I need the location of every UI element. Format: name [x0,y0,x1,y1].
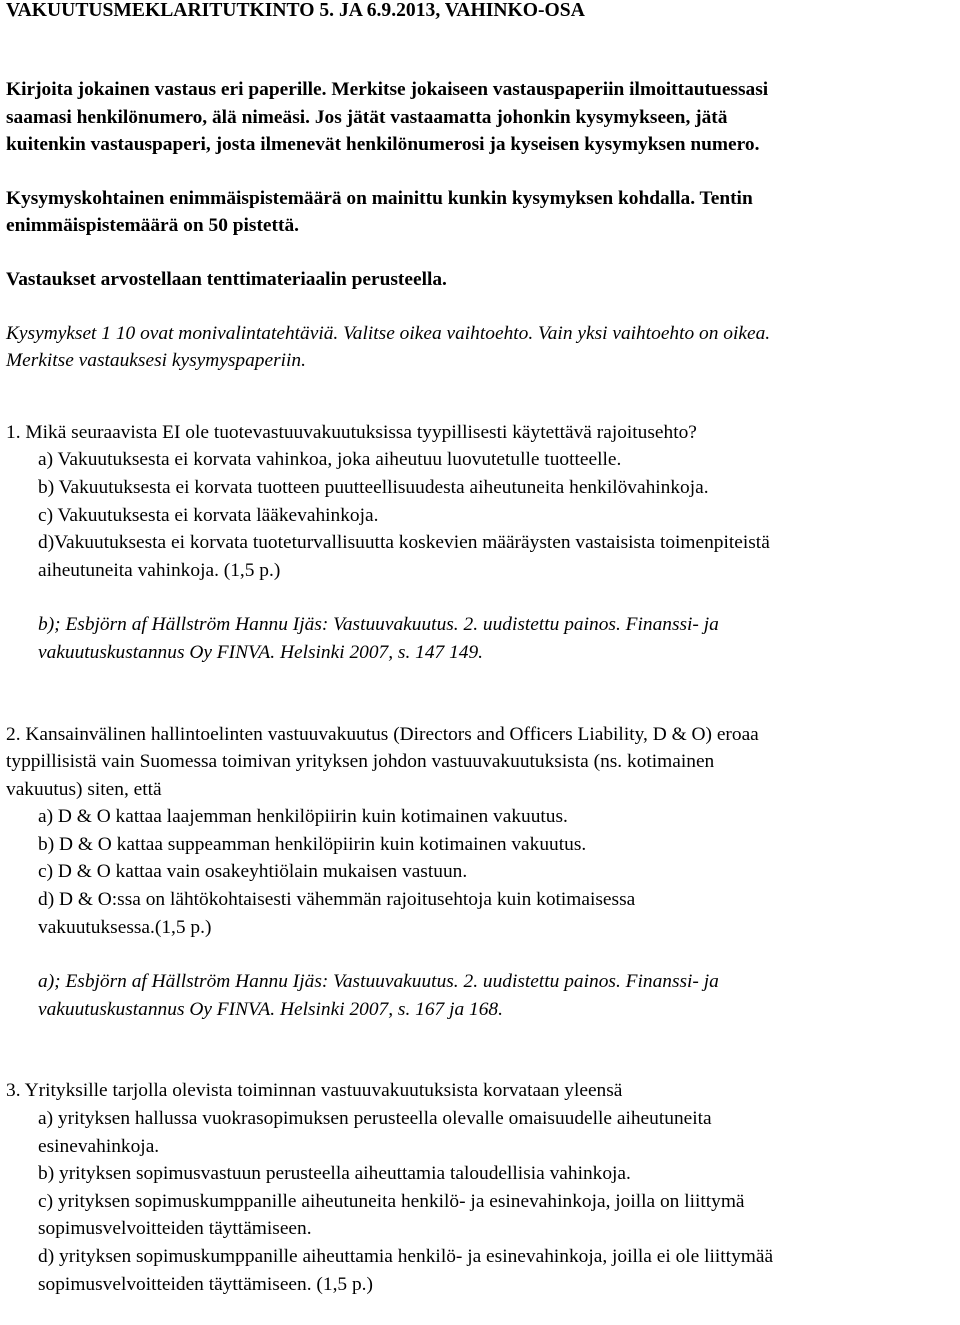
answer-option: aiheutuneita vahinkoja. (1,5 p.) [38,559,281,581]
instruction-line: Kysymykset 1 10 ovat monivalintatehtäviä. Valitse oikea vaihtoehto. Vain yksi vaihtoehto on oikea. [6,322,771,344]
question-text: 1. Mikä seuraavista EI ole tuotevastuuvakuutuksissa tyypillisesti käytettävä rajoitusehto? [6,421,697,443]
instruction-line: Kirjoita jokainen vastaus eri paperille. Merkitse jokaiseen vastauspaperiin ilmoittautuessasi [6,79,769,100]
answer-option: esinevahinkoja. [38,1135,160,1157]
answer-option: d)Vakuutuksesta ei korvata tuoteturvallisuutta koskevien määräysten vastaisista toimenpiteistä [38,532,770,554]
answer-reference: vakuutuskustannus Oy FINVA. Helsinki 2007, s. 167 ja 168. [38,998,503,1020]
question-1 [6,419,958,667]
instruction-line: kuitenkin vastauspaperi, josta ilmenevät henkilönumerosi ja kyseisen kysymyksen numero. [6,134,760,156]
answer-option: b) yrityksen sopimusvastuun perusteella aiheuttamia taloudellisia vahinkoja. [38,1163,631,1185]
instructions-block [6,76,958,375]
answer-option: a) yrityksen hallussa vuokrasopimuksen perusteella olevalle omaisuudelle aiheutuneita [38,1108,712,1130]
answer-option: a) D & O kattaa laajemman henkilöpiirin kuin kotimainen vakuutus. [38,806,568,828]
answer-option: d) yrityksen sopimuskumppanille aiheuttamia henkilö- ja esinevahinkoja, joilla ei ole liittymää [38,1246,774,1267]
question-2 [6,721,958,1024]
question-text: 3. Yrityksille tarjolla olevista toiminnan vastuuvakuutuksista korvataan yleensä [6,1080,623,1102]
instruction-line: enimmäispistemäärä on 50 pistettä. [6,215,299,237]
exam-document [6,0,958,1298]
question-3 [6,1077,958,1298]
question-text: vakuutus) siten, että [6,778,162,800]
answer-reference: a); Esbjörn af Hällström Hannu Ijäs: Vastuuvakuutus. 2. uudistettu painos. Finanssi- ja [38,971,719,993]
answer-option: c) D & O kattaa vain osakeyhtiölain mukaisen vastuun. [38,861,468,883]
instruction-line: saamasi henkilönumero, älä nimeäsi. Jos jätät vastaamatta johonkin kysymykseen, jätä [6,106,728,128]
answer-option: a) Vakuutuksesta ei korvata vahinkoa, joka aiheutuu luovutetulle tuotteelle. [38,449,622,471]
answer-option: b) D & O kattaa suppeamman henkilöpiirin kuin kotimainen vakuutus. [38,833,587,855]
answer-option: vakuutuksessa.(1,5 p.) [38,916,212,938]
answer-option: c) Vakuutuksesta ei korvata lääkevahinkoja. [38,504,379,526]
instruction-line: Vastaukset arvostellaan tenttimateriaalin perusteella. [6,268,447,290]
instruction-line: Kysymyskohtainen enimmäispistemäärä on mainittu kunkin kysymyksen kohdalla. Tentin [6,187,753,209]
instruction-line: Merkitse vastauksesi kysymyspaperiin. [6,350,306,372]
answer-option: c) yrityksen sopimuskumppanille aiheutuneita henkilö- ja esinevahinkoja, joilla on liittymä [38,1190,745,1212]
question-text: typpillisistä vain Suomessa toimivan yrityksen johdon vastuuvakuutuksista (ns. kotimainen [6,751,715,773]
answer-reference: vakuutuskustannus Oy FINVA. Helsinki 2007, s. 147 149. [38,641,484,663]
document-title: VAKUUTUSMEKLARITUTKINTO 5. JA 6.9.2013, VAHINKO-OSA [6,0,585,21]
question-text: 2. Kansainvälinen hallintoelinten vastuuvakuutus (Directors and Officers Liability, D & O) eroaa [6,723,759,745]
answer-option: d) D & O:ssa on lähtökohtaisesti vähemmän rajoitusehtoja kuin kotimaisessa [38,889,636,911]
answer-reference: b); Esbjörn af Hällström Hannu Ijäs: Vastuuvakuutus. 2. uudistettu painos. Finanssi- ja [38,614,719,636]
answer-option: sopimusvelvoitteiden täyttämiseen. (1,5 p.) [38,1273,373,1295]
answer-option: b) Vakuutuksesta ei korvata tuotteen puutteellisuudesta aiheutuneita henkilövahinkoja. [38,476,709,498]
answer-option: sopimusvelvoitteiden täyttämiseen. [38,1218,312,1240]
